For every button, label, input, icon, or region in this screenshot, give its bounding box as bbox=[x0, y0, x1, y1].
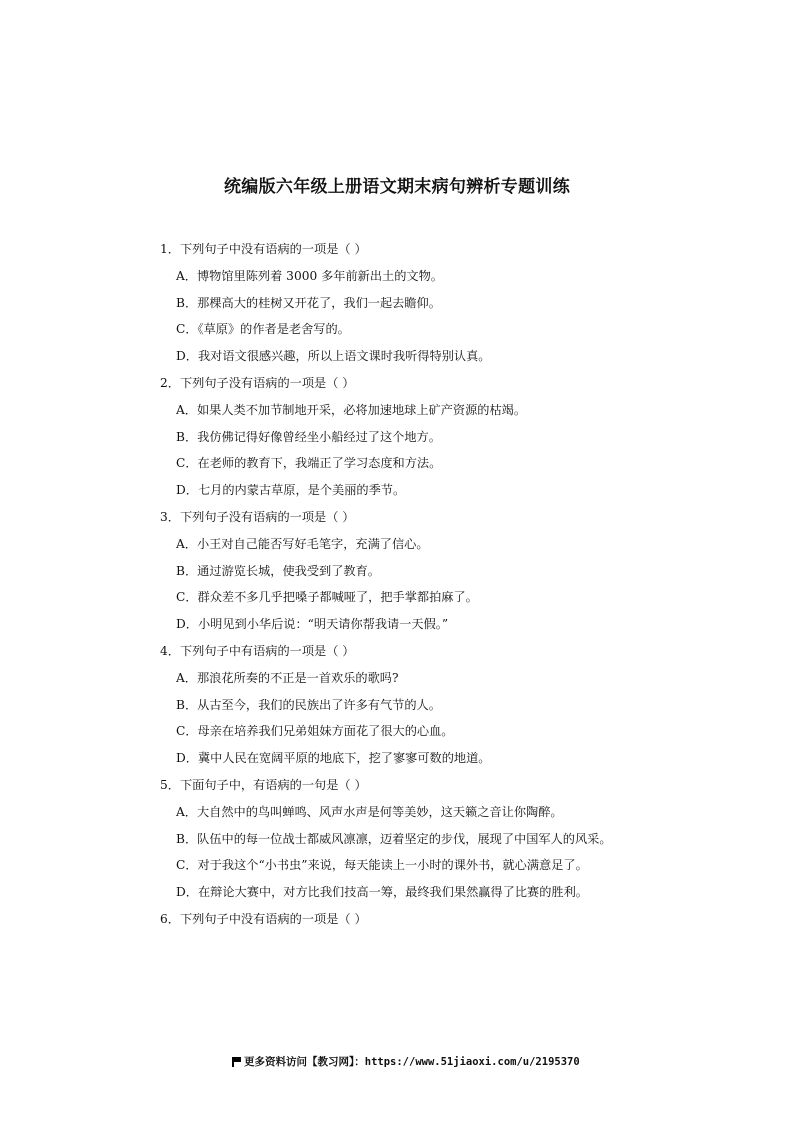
answer-option bbox=[160, 481, 760, 508]
option-text: 七月的内蒙古草原，是个美丽的季节。 bbox=[197, 483, 406, 498]
option-text: 我仿佛记得好像曾经坐小船经过了这个地方。 bbox=[197, 429, 441, 444]
question-stem bbox=[160, 374, 760, 401]
answer-option bbox=[160, 856, 760, 883]
answer-option bbox=[160, 588, 760, 615]
question-text: 下列句子没有语病的一项是（ ） bbox=[179, 375, 355, 390]
option-label: C． bbox=[176, 456, 198, 471]
option-label: D． bbox=[176, 483, 198, 498]
option-text: 冀中人民在宽阔平原的地底下，挖了寥寥可数的地道。 bbox=[197, 751, 491, 766]
option-text: 小明见到小华后说：“明天请你帮我请一天假。” bbox=[197, 617, 449, 632]
question-number: 6． bbox=[160, 911, 180, 926]
option-text: 小王对自己能否写好毛笔字，充满了信心。 bbox=[197, 536, 429, 551]
option-label: A． bbox=[176, 536, 197, 551]
option-text: 大自然中的鸟叫蝉鸣、风声水声是何等美妙，这天籁之音让你陶醉。 bbox=[197, 804, 563, 819]
footer-text: 更多资料访问【教习网】：https://www.51jiaoxi.com/u/2195370 bbox=[244, 1056, 580, 1068]
question-text: 下列句子中有语病的一项是（ ） bbox=[179, 643, 355, 658]
question-text: 下列句子中没有语病的一项是（ ） bbox=[179, 911, 367, 926]
option-label: C． bbox=[176, 858, 198, 873]
option-label: B． bbox=[176, 429, 198, 444]
question-number: 3． bbox=[160, 509, 180, 524]
option-text: 通过游览长城，使我受到了教育。 bbox=[197, 563, 380, 578]
question-number: 2． bbox=[160, 375, 180, 390]
option-label: B． bbox=[176, 295, 198, 310]
option-label: A． bbox=[176, 670, 197, 685]
option-text: 对于我这个“小书虫”来说，每天能读上一小时的课外书，就心满意足了。 bbox=[197, 858, 588, 873]
option-text: 在辩论大赛中，对方比我们技高一筹，最终我们果然赢得了比赛的胜利。 bbox=[197, 885, 588, 900]
answer-option bbox=[160, 428, 760, 455]
answer-option bbox=[160, 615, 760, 642]
answer-option bbox=[160, 267, 760, 294]
option-text: 队伍中的每一位战士都威风凛凛，迈着坚定的步伐，展现了中国军人的风采。 bbox=[197, 831, 612, 846]
answer-option bbox=[160, 294, 760, 321]
option-label: A． bbox=[176, 268, 197, 283]
flag-icon bbox=[232, 1057, 241, 1066]
answer-option bbox=[160, 320, 760, 347]
answer-option bbox=[160, 722, 760, 749]
option-text: 《草原》的作者是老舍写的。 bbox=[197, 322, 350, 337]
answer-option bbox=[160, 749, 760, 776]
answer-option bbox=[160, 669, 760, 696]
footer-link[interactable] bbox=[232, 1054, 580, 1069]
option-label: B． bbox=[176, 831, 198, 846]
question-text: 下面句子中，有语病的一句是（ ） bbox=[179, 777, 367, 792]
option-text: 博物馆里陈列着 3000 多年前新出土的文物。 bbox=[197, 268, 443, 283]
option-text: 在老师的教育下，我端正了学习态度和方法。 bbox=[197, 456, 442, 471]
answer-option bbox=[160, 803, 760, 830]
option-label: C． bbox=[176, 322, 198, 337]
question-stem bbox=[160, 240, 760, 267]
question-text: 下列句子没有语病的一项是（ ） bbox=[179, 509, 355, 524]
question-list bbox=[160, 240, 760, 937]
answer-option bbox=[160, 535, 760, 562]
answer-option bbox=[160, 562, 760, 589]
option-label: B． bbox=[176, 563, 198, 578]
answer-option bbox=[160, 883, 760, 910]
question-number: 5． bbox=[160, 777, 180, 792]
option-label: D． bbox=[176, 885, 198, 900]
option-label: D． bbox=[176, 349, 198, 364]
option-label: D． bbox=[176, 751, 198, 766]
option-label: D． bbox=[176, 617, 198, 632]
question-number: 1． bbox=[160, 242, 180, 256]
question-stem bbox=[160, 776, 760, 803]
answer-option bbox=[160, 347, 760, 374]
page-title: 统编版六年级上册语文期末病句辨析专题训练 bbox=[224, 177, 570, 197]
answer-option bbox=[160, 401, 760, 428]
option-text: 从古至今，我们的民族出了许多有气节的人。 bbox=[197, 697, 441, 712]
question-number: 4． bbox=[160, 643, 180, 658]
option-text: 我对语文很感兴趣，所以上语文课时我听得特别认真。 bbox=[197, 349, 491, 364]
option-text: 如果人类不加节制地开采，必将加速地球上矿产资源的枯竭。 bbox=[197, 402, 527, 417]
option-label: C． bbox=[176, 590, 198, 605]
option-label: C． bbox=[176, 724, 198, 739]
option-text: 那浪花所奏的不正是一首欢乐的歌吗? bbox=[197, 670, 399, 685]
option-label: A． bbox=[176, 402, 197, 417]
option-text: 群众差不多几乎把嗓子都喊哑了，把手掌都拍麻了。 bbox=[197, 590, 478, 605]
answer-option bbox=[160, 830, 760, 857]
question-stem bbox=[160, 910, 760, 937]
answer-option bbox=[160, 696, 760, 723]
answer-option bbox=[160, 454, 760, 481]
option-text: 那棵高大的桂树又开花了，我们一起去瞻仰。 bbox=[197, 295, 441, 310]
option-label: A． bbox=[176, 804, 197, 819]
question-text: 下列句子中没有语病的一项是（ ） bbox=[179, 242, 367, 256]
option-label: B． bbox=[176, 697, 198, 712]
option-text: 母亲在培养我们兄弟姐妹方面花了很大的心血。 bbox=[197, 724, 454, 739]
question-stem bbox=[160, 508, 760, 535]
question-stem bbox=[160, 642, 760, 669]
